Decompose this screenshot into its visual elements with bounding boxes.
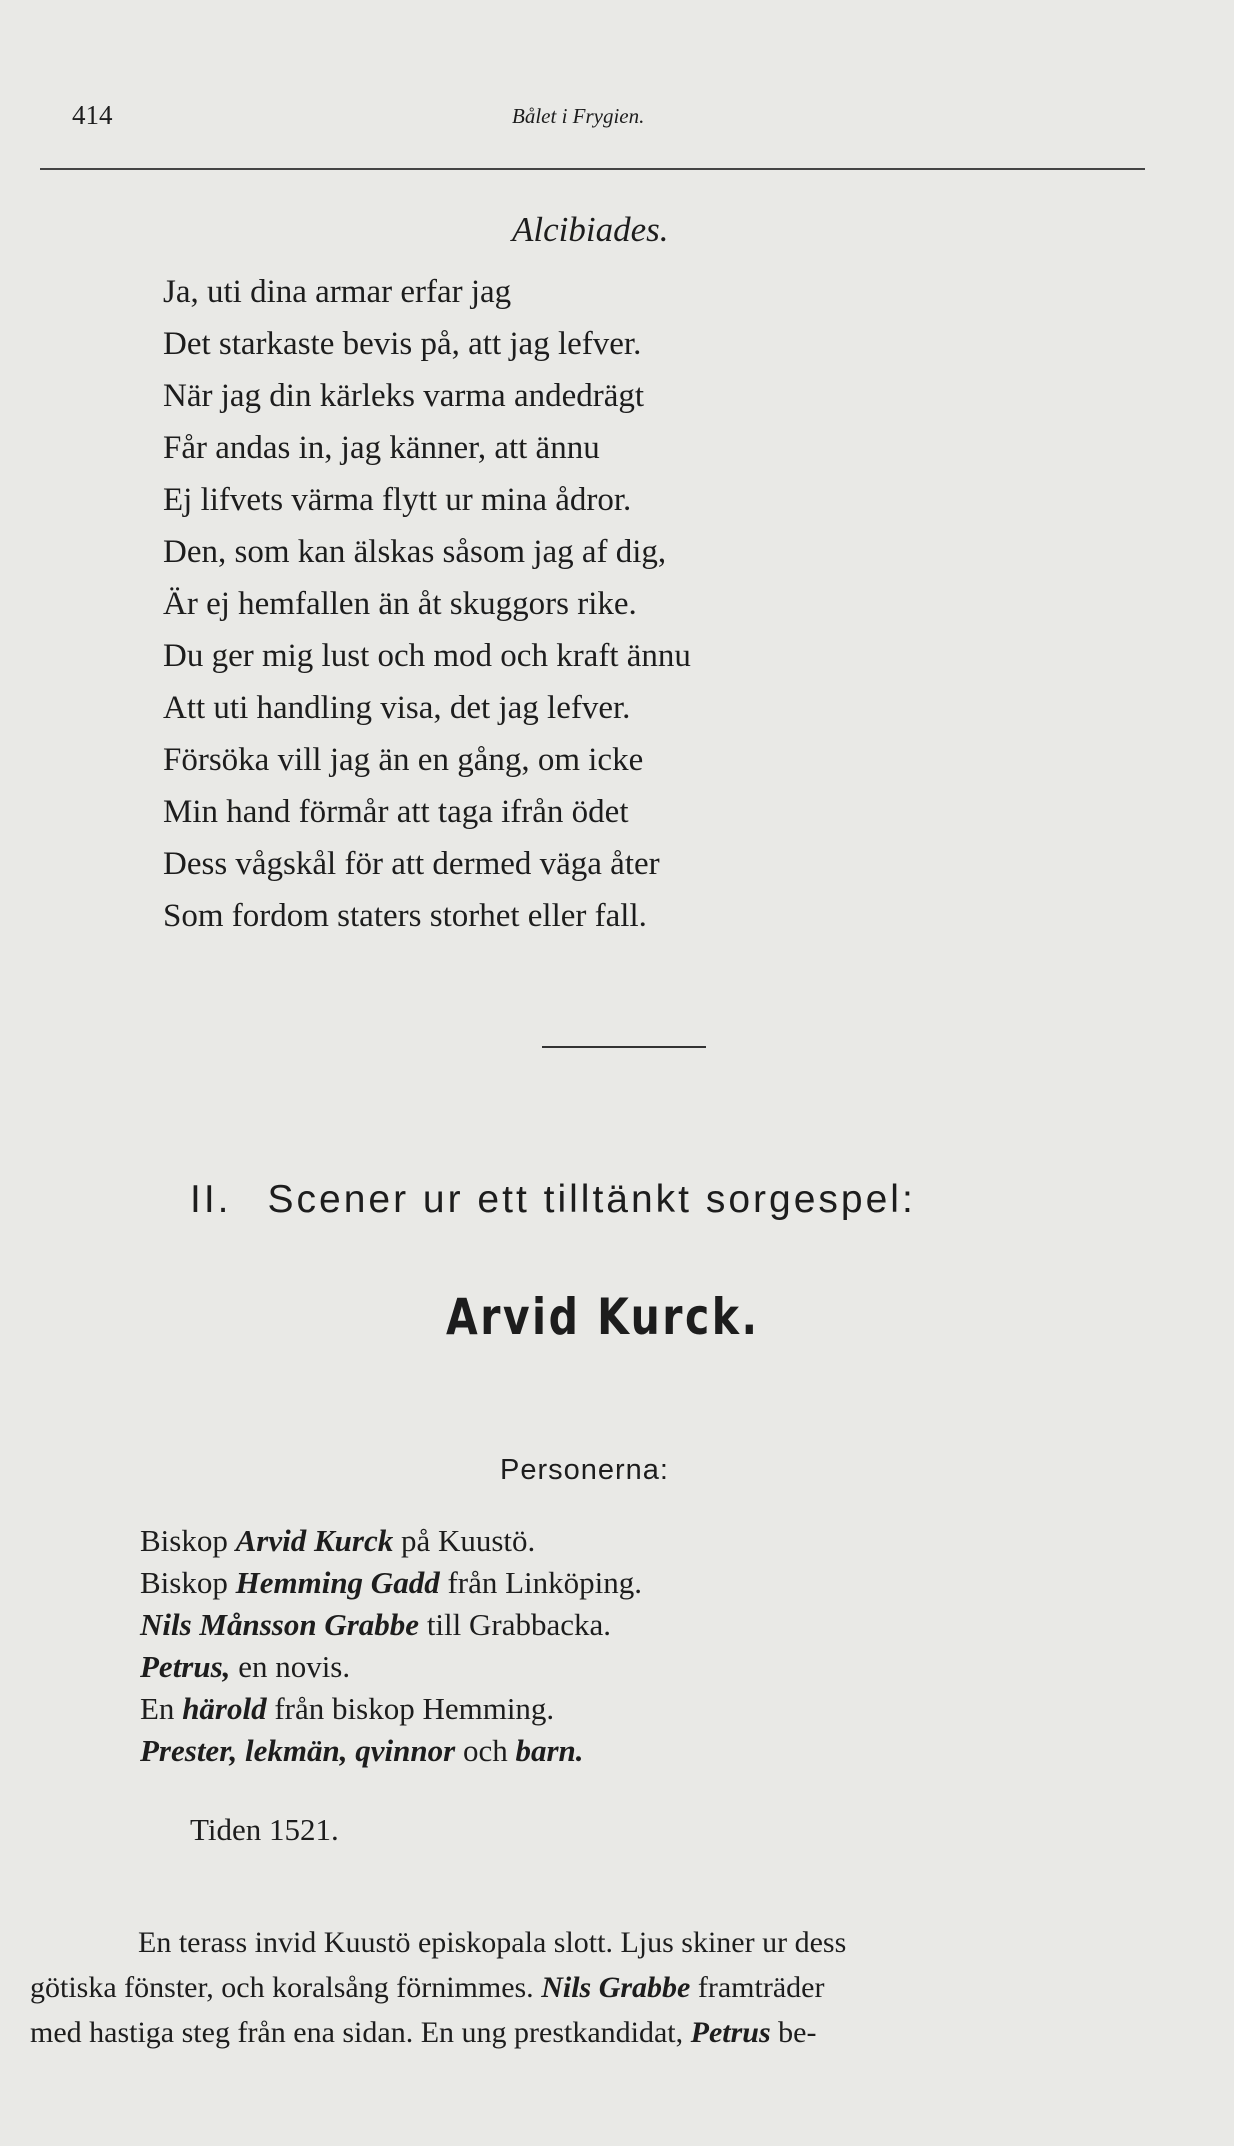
persona-entry: Prester, lekmän, qvinnor och barn. (140, 1733, 584, 1768)
stage-line: med hastiga steg från ena sidan. En ung prestkandidat, Petrus be- (30, 2016, 817, 2049)
poem-line: Är ej hemfallen än åt skuggors rike. (163, 586, 637, 622)
section-number: II. (190, 1178, 232, 1221)
poem-line: Ej lifvets värma flytt ur mina ådror. (163, 482, 632, 518)
persona-entry: En härold från biskop Hemming. (140, 1691, 555, 1726)
poem-line: När jag din kärleks varma andedrägt (163, 378, 645, 414)
page-header (72, 100, 1144, 140)
persona-entry: Petrus, en novis. (140, 1649, 351, 1684)
poem-line: Det starkaste bevis på, att jag lefver. (163, 326, 642, 362)
poem-line: Får andas in, jag känner, att ännu (163, 430, 600, 466)
section-title: Scener ur ett tilltänkt sorgespel: (267, 1178, 916, 1221)
poem-line: Som fordom staters storhet eller fall. (163, 898, 647, 934)
poem-stanza (163, 266, 691, 942)
dramatis-personae (140, 1520, 642, 1772)
setting-time: Tiden 1521. (190, 1812, 339, 1847)
stage-direction (30, 1920, 1180, 2055)
persona-entry: Nils Månsson Grabbe till Grabbacka. (140, 1607, 612, 1642)
persona-entry: Biskop Arvid Kurck på Kuustö. (140, 1523, 536, 1558)
section-divider (542, 1046, 706, 1048)
section-heading (190, 1178, 916, 1222)
poem-line: Den, som kan älskas såsom jag af dig, (163, 534, 667, 570)
stage-line: En terass invid Kuustö episkopala slott. Ljus skiner ur dess (138, 1926, 847, 1959)
poem-line: Dess vågskål för att dermed väga åter (163, 846, 660, 882)
personae-heading: Personerna: (500, 1454, 669, 1486)
running-title: Bålet i Frygien. (512, 104, 645, 128)
stage-line: götiska fönster, och koralsång förnimmes. Nils Grabbe framträder (30, 1971, 825, 2004)
speaker-name: Alcibiades. (512, 210, 669, 249)
play-title: Arvid Kurck. (446, 1288, 760, 1346)
poem-line: Försöka vill jag än en gång, om icke (163, 742, 644, 778)
header-rule (40, 168, 1145, 170)
poem-line: Ja, uti dina armar erfar jag (163, 274, 512, 310)
page-number: 414 (72, 100, 113, 130)
persona-entry: Biskop Hemming Gadd från Linköping. (140, 1565, 643, 1600)
poem-line: Du ger mig lust och mod och kraft ännu (163, 638, 691, 674)
poem-line: Min hand förmår att taga ifrån ödet (163, 794, 629, 830)
poem-line: Att uti handling visa, det jag lefver. (163, 690, 631, 726)
